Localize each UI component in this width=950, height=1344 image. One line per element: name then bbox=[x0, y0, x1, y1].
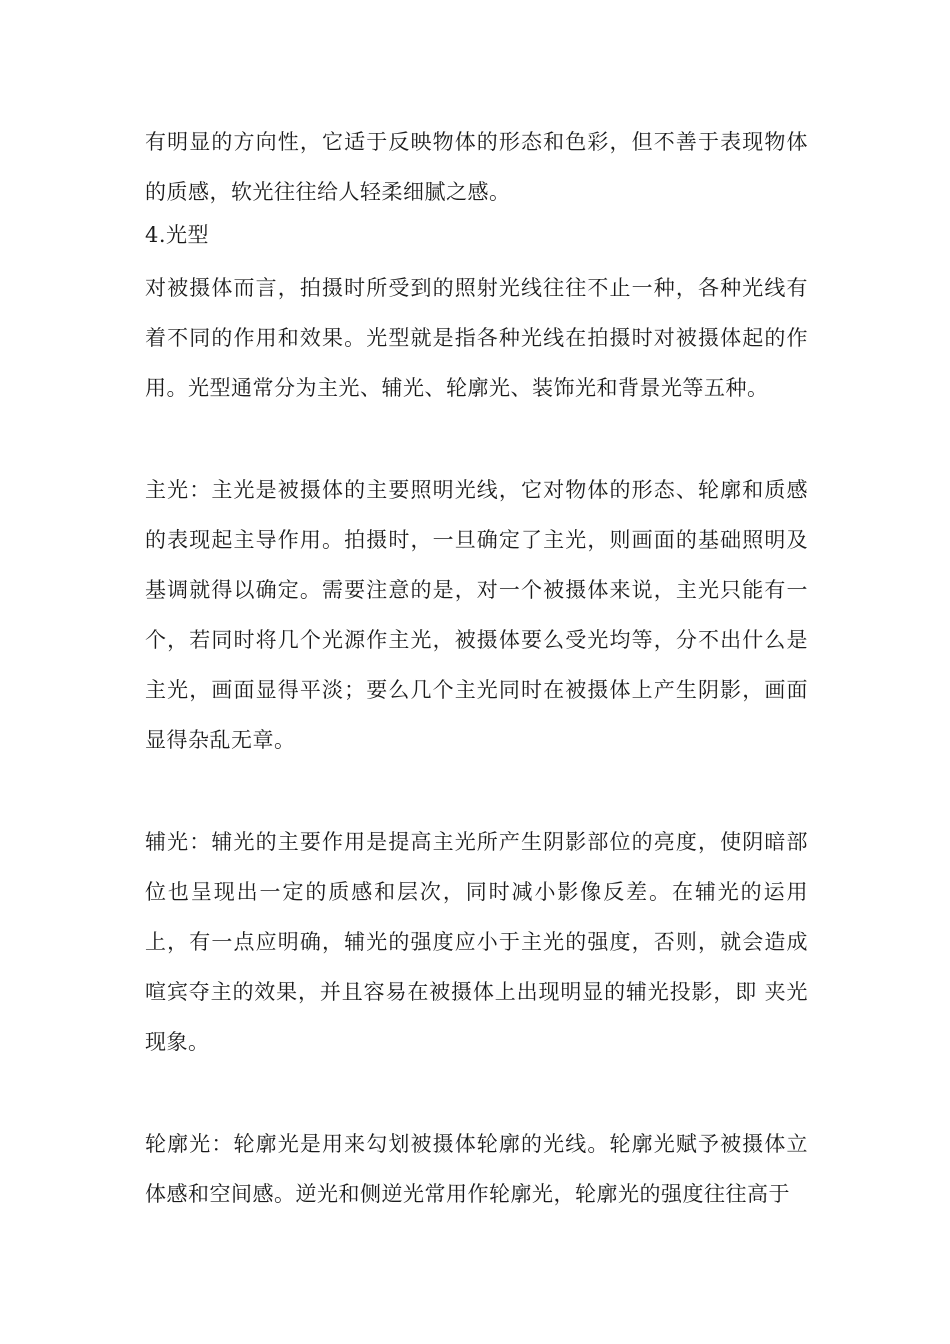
paragraph-fill-light: 辅光：辅光的主要作用是提高主光所产生阴影部位的亮度，使阴暗部位也呈现出一定的质感和层次，同时减小影像反差。在辅光的运用上，有一点应明确，辅光的强度应小于主光的强度，否则，就会造成喧宾夺主的效果，并且容易在被摄体上出现明显的辅光投影，即 夹光 现象。 bbox=[145, 830, 808, 1054]
paragraph-soft-light: 有明显的方向性，它适于反映物体的形态和色彩，但不善于表现物体的质感，软光往往给人轻柔细腻之感。 bbox=[145, 130, 808, 204]
document-page bbox=[145, 117, 808, 1219]
section-heading-light-types: 4.光型 bbox=[145, 223, 210, 247]
paragraph-key-light: 主光：主光是被摄体的主要照明光线，它对物体的形态、轮廓和质感的表现起主导作用。拍摄时，一旦确定了主光，则画面的基础照明及基调就得以确定。需要注意的是，对一个被摄体来说，主光只能有一个，若同时将几个光源作主光，被摄体要么受光均等，分不出什么是主光，画面显得平淡；要么几个主光同时在被摄体上产生阴影，画面显得杂乱无章。 bbox=[145, 478, 808, 752]
paragraph-light-types-intro: 对被摄体而言，拍摄时所受到的照射光线往往不止一种，各种光线有着不同的作用和效果。光型就是指各种光线在拍摄时对被摄体起的作用。光型通常分为主光、辅光、轮廓光、装饰光和背景光等五种。 bbox=[145, 276, 808, 400]
paragraph-rim-light: 轮廓光：轮廓光是用来勾划被摄体轮廓的光线。轮廓光赋予被摄体立体感和空间感。逆光和侧逆光常用作轮廓光，轮廓光的强度往往高于 bbox=[145, 1132, 808, 1206]
